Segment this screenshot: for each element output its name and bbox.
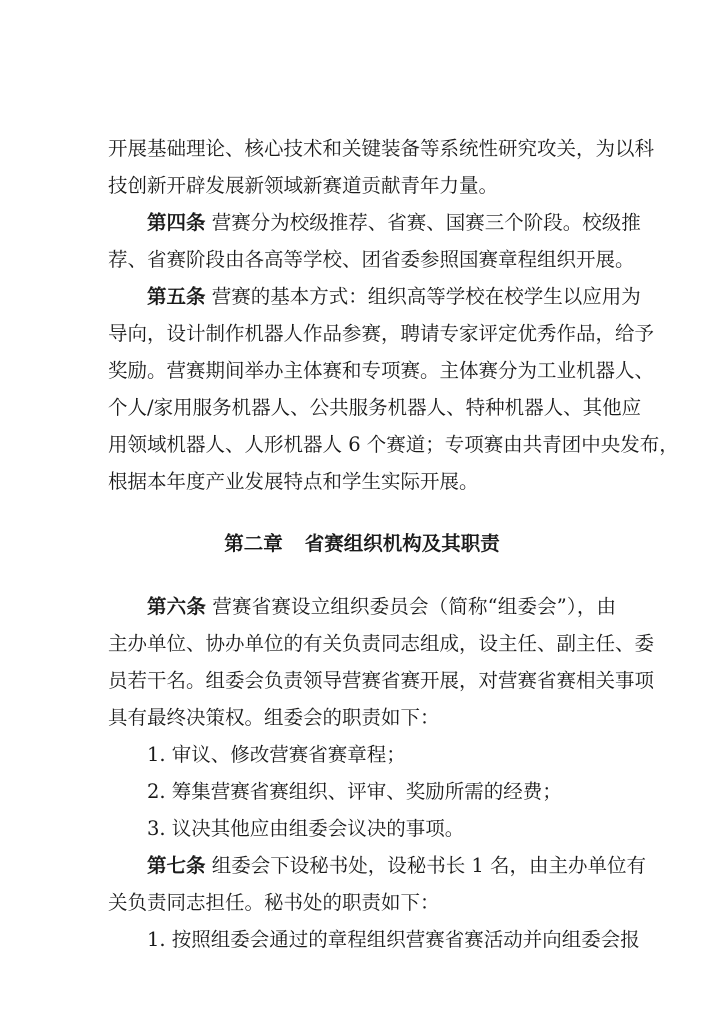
article-5-text: 营赛的基本方式：组织高等学校在校学生以应用为 xyxy=(211,285,641,308)
article-6-line: 员若干名。组委会负责领导营赛省赛开展，对营赛省赛相关事项 xyxy=(108,669,655,692)
article-6-text: 营赛省赛设立组织委员会（简称“组委会”），由 xyxy=(212,595,616,618)
article-5-label: 第五条 xyxy=(147,285,206,308)
list-item: 1. 按照组委会通过的章程组织营赛省赛活动并向组委会报 xyxy=(147,928,640,951)
article-7-line xyxy=(108,847,647,884)
article-6-line: 主办单位、协办单位的有关负责同志组成，设主任、副主任、委 xyxy=(108,632,655,655)
article-4-label: 第四条 xyxy=(147,211,206,234)
chapter-number: 第二章 xyxy=(224,532,283,555)
list-item: 3. 议决其他应由组委会议决的事项。 xyxy=(147,817,465,840)
chapter-heading xyxy=(108,500,616,588)
document-body xyxy=(108,130,679,958)
article-5-line: 用领域机器人、人形机器人 6 个赛道；专项赛由共青团中央发布， xyxy=(108,433,679,456)
article-6-line: 具有最终决策权。组委会的职责如下： xyxy=(108,706,440,729)
article-5-line xyxy=(108,278,641,315)
article-4-line xyxy=(108,204,641,241)
article-4-line: 荐、省赛阶段由各高等学校、团省委参照国赛章程组织开展。 xyxy=(108,248,635,271)
article-6-line xyxy=(108,588,616,625)
chapter-title: 省赛组织机构及其职责 xyxy=(304,532,500,555)
article-7-text: 组委会下设秘书处，设秘书长 1 名，由主办单位有 xyxy=(211,854,647,877)
article-5-line: 导向，设计制作机器人作品参赛，聘请专家评定优秀作品，给予 xyxy=(108,322,655,345)
article-5-line: 根据本年度产业发展特点和学生实际开展。 xyxy=(108,470,479,493)
article-5-line: 个人/家用服务机器人、公共服务机器人、特种机器人、其他应 xyxy=(108,396,642,419)
article-4-text: 营赛分为校级推荐、省赛、国赛三个阶段。校级推 xyxy=(211,211,641,234)
paragraph-line: 开展基础理论、核心技术和关键装备等系统性研究攻关，为以科 xyxy=(108,137,655,160)
article-6-label: 第六条 xyxy=(147,595,206,618)
article-7-label: 第七条 xyxy=(147,854,206,877)
paragraph-line: 技创新开辟发展新领域新赛道贡献青年力量。 xyxy=(108,174,499,197)
list-item: 2. 筹集营赛省赛组织、评审、奖励所需的经费； xyxy=(147,780,562,803)
article-7-line: 关负责同志担任。秘书处的职责如下： xyxy=(108,891,440,914)
article-5-line: 奖励。营赛期间举办主体赛和专项赛。主体赛分为工业机器人、 xyxy=(108,359,655,382)
list-item: 1. 审议、修改营赛省赛章程； xyxy=(147,743,406,766)
